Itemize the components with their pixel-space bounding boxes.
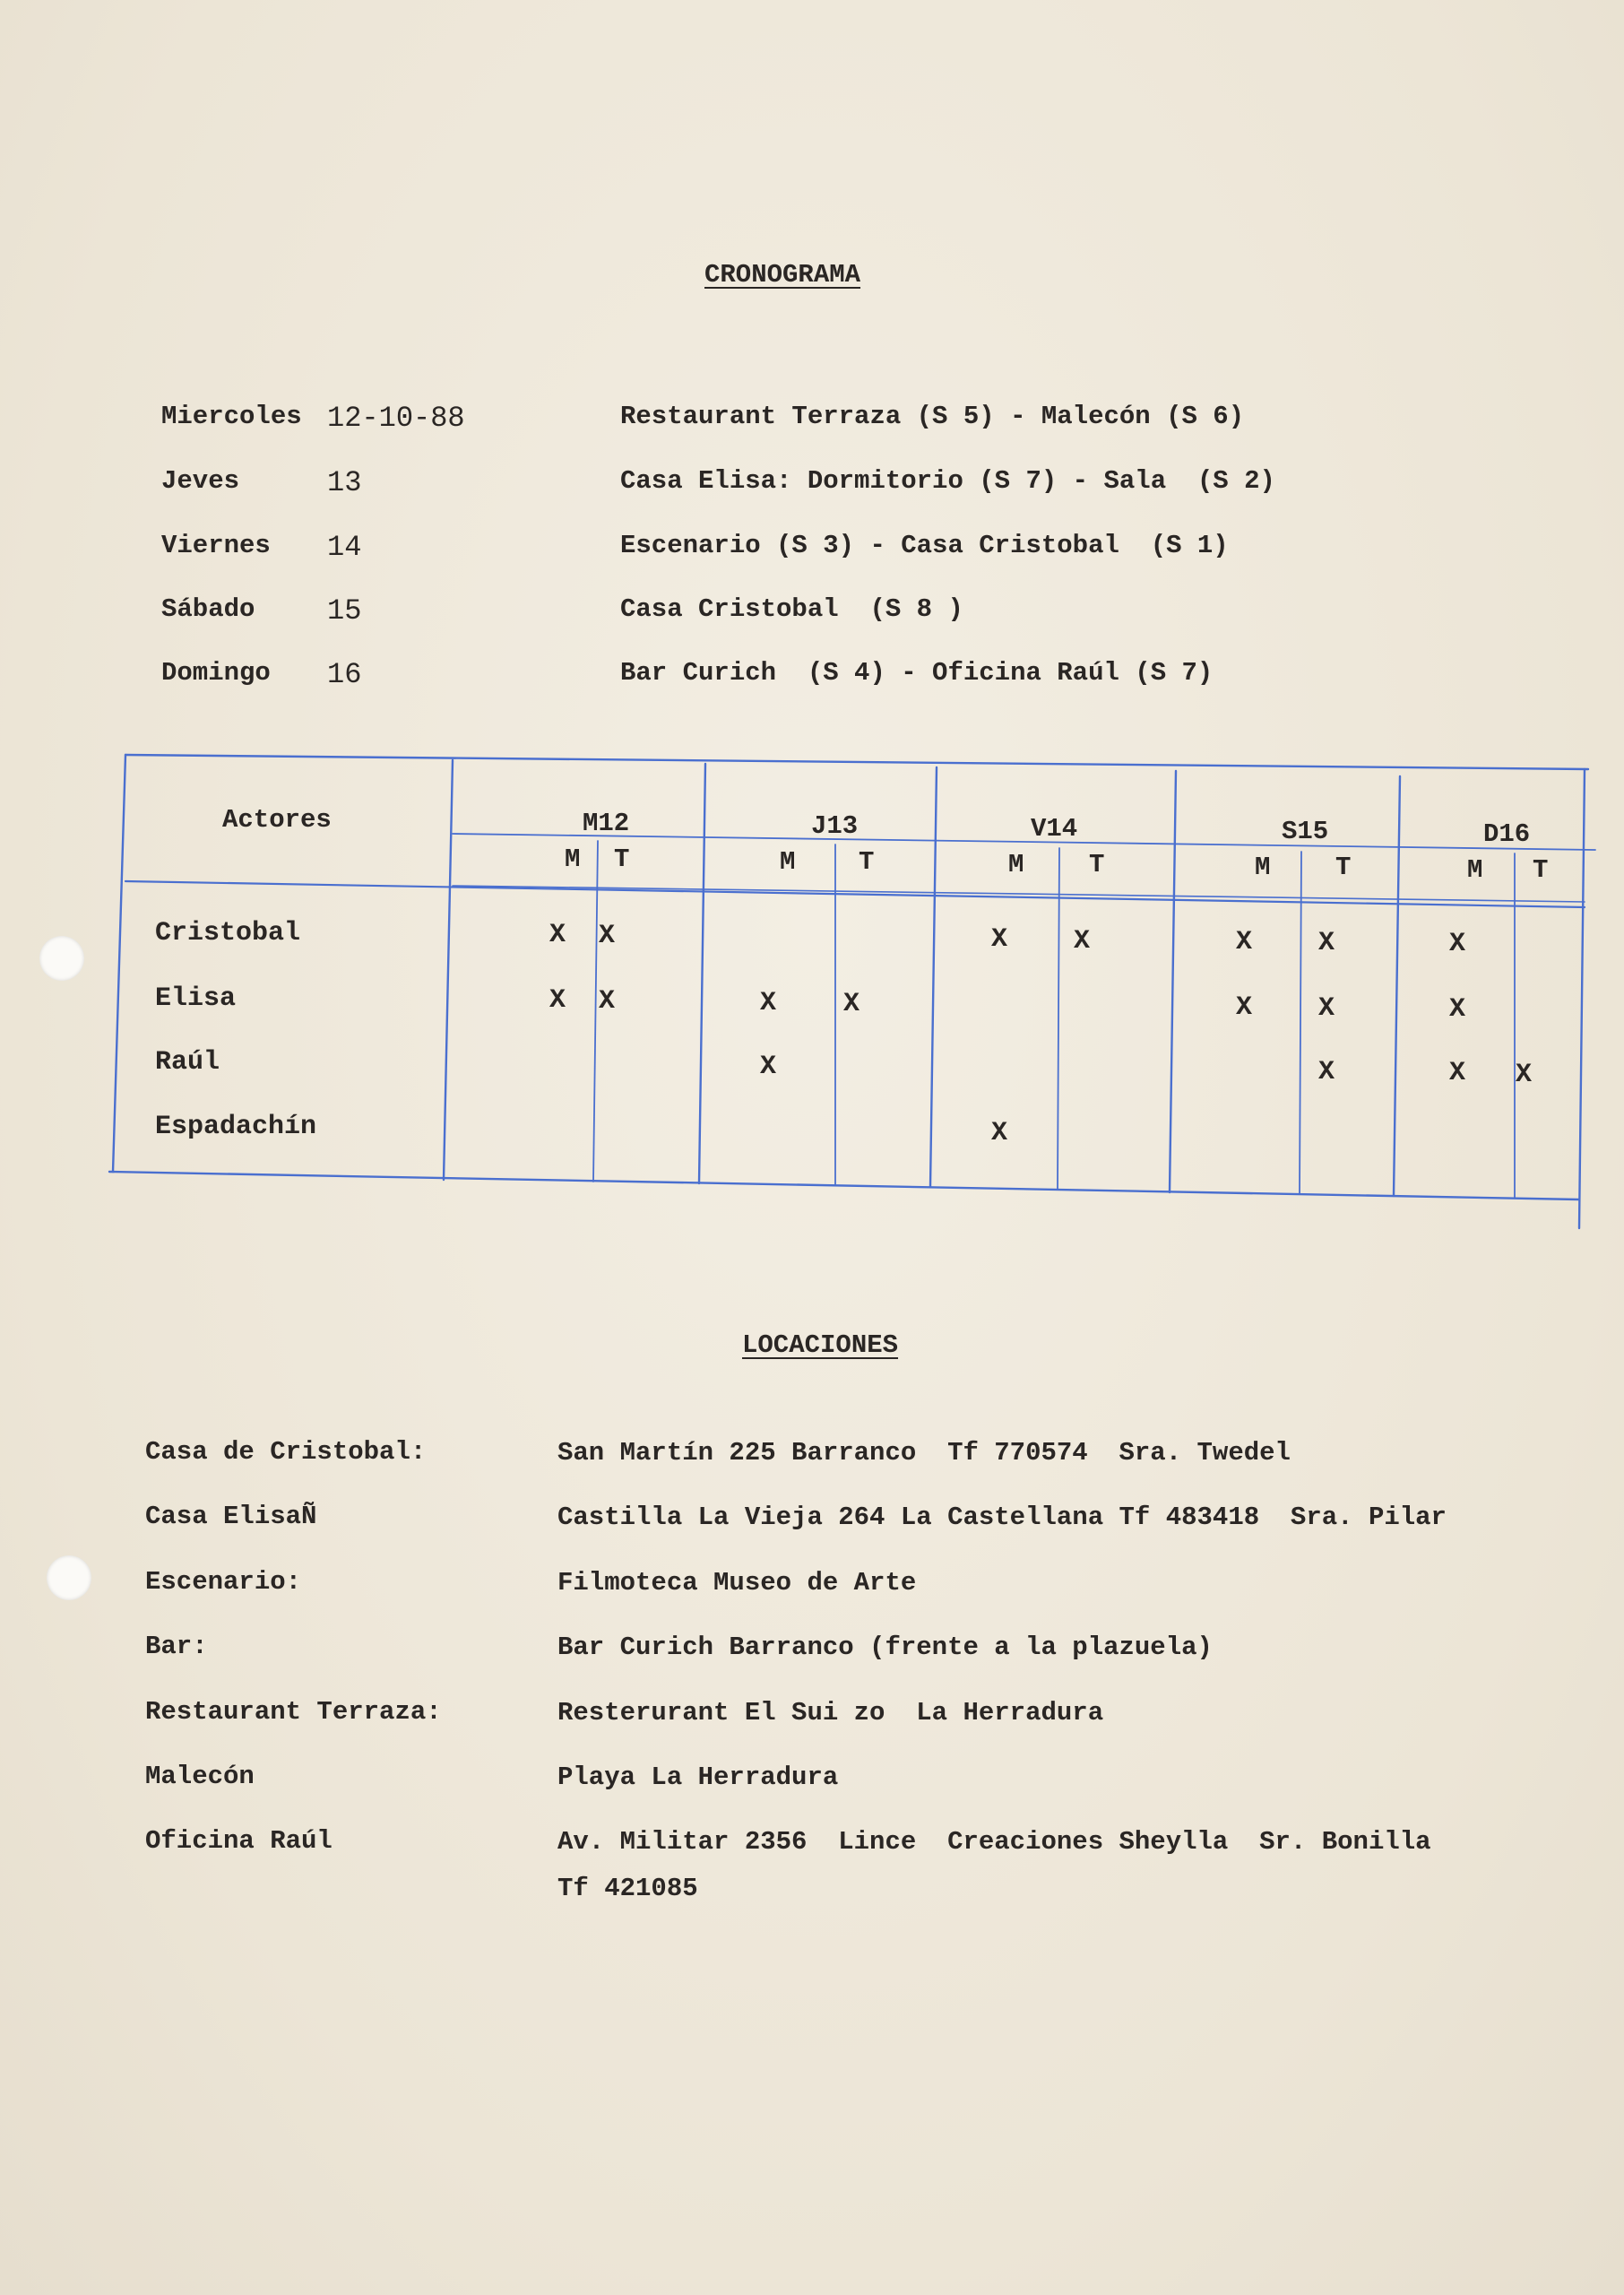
schedule-date: 16 [327, 658, 362, 691]
shift-header-m: M [1255, 853, 1271, 882]
shift-header-t: T [614, 844, 630, 874]
grid-line [125, 881, 1585, 907]
schedule-location: Restaurant Terraza (S 5) - Malecón (S 6) [620, 402, 1245, 431]
schedule-date: 14 [327, 531, 362, 564]
attendance-mark: X [1448, 1058, 1465, 1089]
location-address: Av. Militar 2356 Lince Creaciones Sheylla Sr. Bonilla Tf 421085 [557, 1827, 1431, 1903]
schedule-day: Domingo [161, 658, 271, 688]
attendance-mark: X [1317, 1057, 1335, 1088]
schedule-day: Sábado [161, 594, 255, 624]
grid-line [125, 755, 1588, 769]
schedule-day: Miercoles [161, 402, 302, 431]
location-address: Filmoteca Museo de Arte [557, 1568, 917, 1598]
grid-line [1058, 848, 1059, 1189]
grid-line [930, 767, 937, 1187]
location-row [0, 1632, 1624, 1685]
schedule-day: Jeves [161, 466, 240, 496]
attendance-mark: X [842, 988, 860, 1019]
grid-line [444, 760, 453, 1180]
attendance-mark: X [1448, 994, 1465, 1026]
attendance-mark: X [549, 985, 566, 1016]
location-name: Restaurant Terraza: [145, 1697, 442, 1727]
attendance-mark: X [990, 1118, 1007, 1149]
day-header: V14 [1031, 814, 1078, 844]
schedule-date: 15 [327, 594, 362, 628]
schedule-date: 12-10-88 [327, 402, 465, 435]
grid-line [453, 886, 1585, 902]
location-row [0, 1437, 1624, 1491]
location-address: Castilla La Vieja 264 La Castellana Tf 483418 Sra. Pilar [557, 1503, 1447, 1532]
shift-header-t: T [1533, 855, 1549, 885]
schedule-location: Casa Elisa: Dormitorio (S 7) - Sala (S 2) [620, 466, 1275, 496]
grid-line [109, 1172, 1579, 1199]
cronograma-title: CRONOGRAMA [704, 260, 861, 290]
shift-header-m: M [1008, 850, 1024, 879]
attendance-mark: X [1515, 1059, 1532, 1090]
actor-name: Cristobal [155, 918, 301, 948]
location-address: Resterurant El Sui zo La Herradura [557, 1698, 1104, 1728]
location-name: Malecón [145, 1762, 255, 1791]
location-name: Bar: [145, 1632, 208, 1661]
locaciones-title: LOCACIONES [742, 1330, 899, 1360]
schedule-location: Bar Curich (S 4) - Oficina Raúl (S 7) [620, 658, 1214, 688]
shift-header-m: M [565, 844, 581, 874]
schedule-day: Viernes [161, 531, 271, 560]
location-address: San Martín 225 Barranco Tf 770574 Sra. Twedel [557, 1438, 1291, 1468]
attendance-mark: X [1235, 926, 1252, 957]
location-name: Escenario: [145, 1567, 302, 1597]
attendance-mark: X [759, 987, 776, 1018]
shift-header-t: T [1089, 850, 1105, 879]
shift-header-t: T [859, 847, 875, 877]
schedule-location: Escenario (S 3) - Casa Cristobal (S 1) [620, 531, 1229, 560]
schedule-date: 13 [327, 466, 362, 499]
location-row [0, 1567, 1624, 1621]
day-header: D16 [1483, 819, 1531, 849]
grid-line [1394, 776, 1400, 1196]
grid-line [699, 764, 705, 1183]
attendance-mark: X [1317, 928, 1335, 959]
day-header: S15 [1282, 817, 1329, 846]
location-name: Casa de Cristobal: [145, 1437, 427, 1467]
attendance-mark: X [598, 921, 615, 952]
location-name: Oficina Raúl [145, 1826, 333, 1856]
location-name: Casa ElisaÑ [145, 1502, 317, 1531]
schedule-location: Casa Cristobal (S 8 ) [620, 594, 963, 624]
attendance-mark: X [1073, 925, 1090, 957]
attendance-mark: X [1235, 992, 1252, 1023]
attendance-mark: X [759, 1051, 776, 1082]
day-header: M12 [583, 809, 630, 838]
shift-header-m: M [1467, 855, 1483, 885]
actor-name: Espadachín [155, 1112, 317, 1142]
attendance-mark: X [598, 986, 615, 1018]
shift-header-t: T [1335, 853, 1352, 882]
attendance-mark: X [1317, 993, 1335, 1025]
location-row [0, 1762, 1624, 1815]
day-header: J13 [811, 811, 859, 841]
location-address: Bar Curich Barranco (frente a la plazuela) [557, 1632, 1213, 1662]
shift-header-m: M [780, 847, 796, 877]
actor-name: Elisa [155, 983, 237, 1014]
location-row [0, 1826, 1624, 1903]
grid-line [1579, 769, 1585, 1228]
location-row [0, 1697, 1624, 1751]
attendance-mark: X [990, 924, 1007, 956]
actors-header: Actores [222, 805, 332, 835]
location-row [0, 1502, 1624, 1555]
actor-name: Raúl [155, 1047, 220, 1078]
location-address: Playa La Herradura [557, 1762, 839, 1792]
attendance-mark: X [1448, 929, 1465, 960]
grid-line [113, 755, 125, 1172]
attendance-mark: X [549, 920, 566, 950]
grid-line [1170, 771, 1176, 1192]
